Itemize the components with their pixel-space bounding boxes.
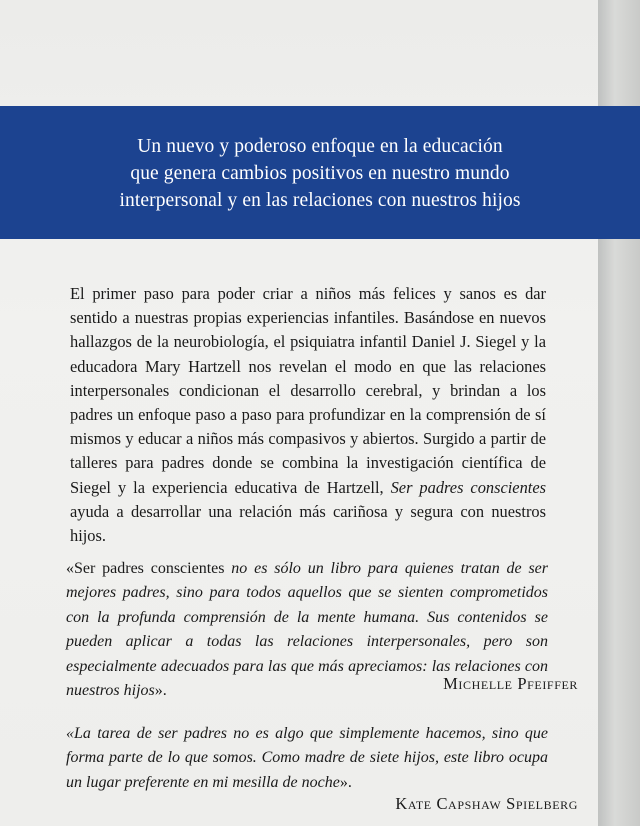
tagline-line-2: que genera cambios positivos en nuestro mundo	[130, 163, 510, 184]
quote-2-text: «La tarea de ser padres no es algo que simplemente hacemos, sino que forma parte de lo que somos. Como madre de siete hijos, este libro ocupa un lugar preferente en mi mesilla de noche	[66, 725, 548, 791]
tagline-line-3: interpersonal y en las relaciones con nuestros hijos	[119, 190, 521, 211]
quote-1-close: ».	[154, 682, 167, 700]
quote-1-open: «Ser padres conscientes	[66, 560, 225, 577]
testimonial-quote-2	[66, 722, 548, 795]
tagline-text	[119, 131, 520, 214]
tagline-band	[0, 106, 640, 239]
tagline-line-1: Un nuevo y poderoso enfoque en la educación	[137, 136, 503, 157]
quote-1-text: no es sólo un libro para quienes tratan de ser mejores padres, sino para todos aquellos que se sienten comprometidos con la profunda comprensión de la mente humana. Sus contenidos se pueden aplicar a todas las relaciones interpersonales, pero son especialmente adecuados para las que más apreciamos: las relaciones con nuestros hijos	[66, 560, 548, 700]
quote-2-author: Kate Capshaw Spielberg	[395, 794, 578, 813]
synopsis-part-1: El primer paso para poder criar a niños más felices y sanos es dar sentido a nuestras propias experiencias infantiles. Basándose en nuevos hallazgos de la neurobiología, el psiquiatra infantil Daniel J. Siegel y la educadora Mary Hartzell nos revelan el modo en que las relaciones interpersonales condicionan el desarrollo cerebral, y brindan a los padres un enfoque paso a paso para profundizar en la comprensión de sí mismos y educar a niños más compasivos y abiertos. Surgido a partir de talleres para padres donde se combina la investigación científica de Siegel y la experiencia educativa de Hartzell,	[70, 284, 546, 497]
book-title-italic: Ser padres conscientes	[390, 477, 546, 497]
quote-1-author: Michelle Pfeiffer	[443, 674, 578, 693]
synopsis-paragraph	[70, 282, 546, 548]
synopsis-part-2: ayuda a desarrollar una relación más cariñosa y segura con nuestros hijos.	[70, 501, 546, 546]
quote-2-close: ».	[339, 773, 352, 791]
